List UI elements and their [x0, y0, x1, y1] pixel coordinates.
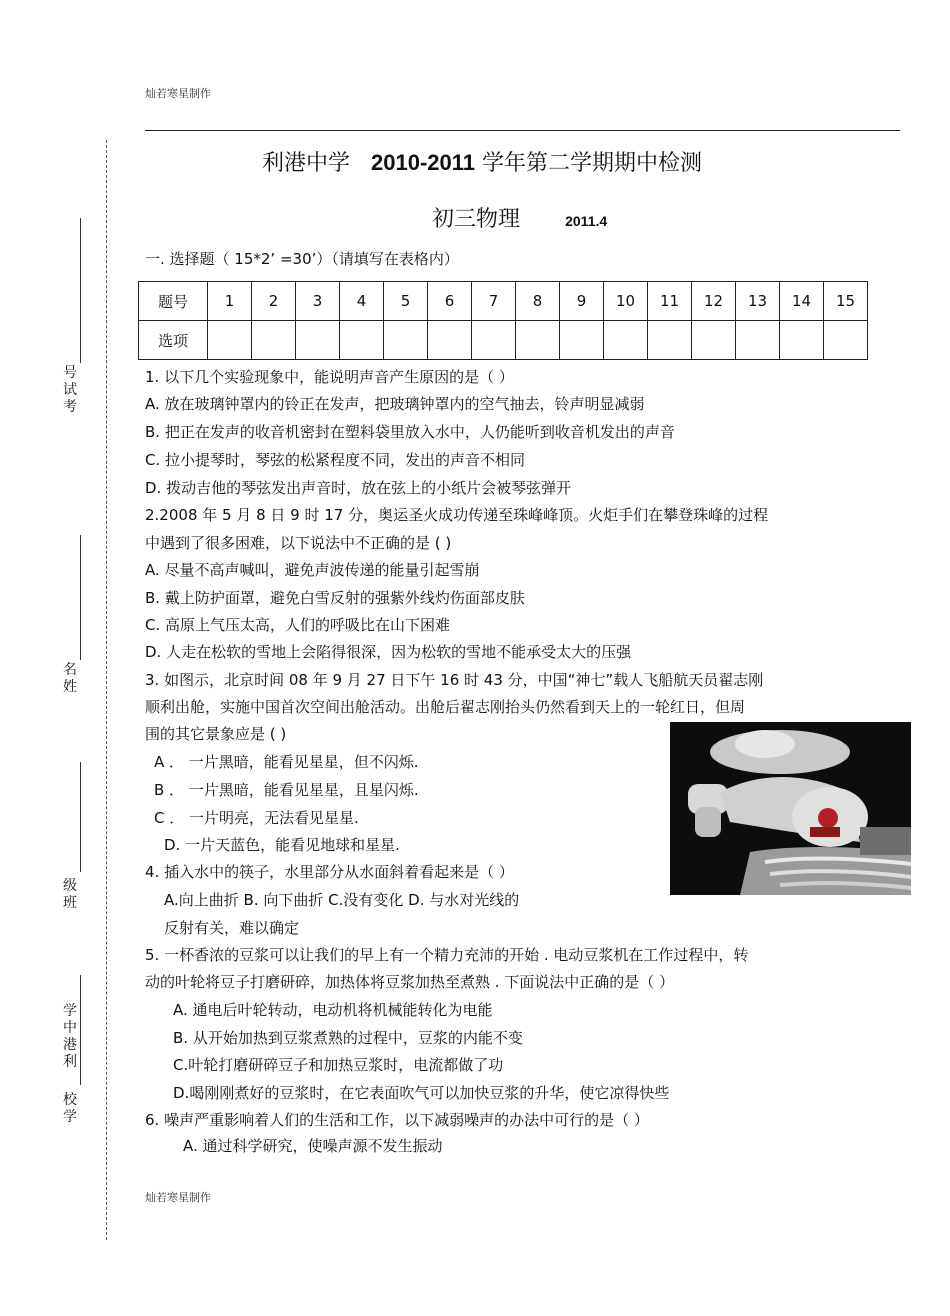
- question-5-option-d: D.喝刚刚煮好的豆浆时，在它表面吹气可以加快豆浆的升华，使它凉得快些: [173, 1084, 670, 1102]
- answer-cell[interactable]: [648, 321, 692, 360]
- number-cell: 15: [824, 282, 868, 321]
- question-3-option-a: A ． 一片黑暗，能看见星星，但不闪烁.: [154, 753, 419, 771]
- section-heading: 一. 选择题（ 15*2’ =30’）（请填写在表格内）: [145, 250, 459, 268]
- question-1-option-d: D. 拨动吉他的琴弦发出声音时，放在弦上的小纸片会被琴弦弹开: [145, 479, 572, 497]
- answer-cell[interactable]: [824, 321, 868, 360]
- subject-title: 初三物理: [432, 207, 521, 232]
- answer-cell[interactable]: [780, 321, 824, 360]
- astronaut-illustration: [670, 722, 911, 895]
- side-label-exam-no: 号 试 考: [63, 365, 77, 415]
- question-1: 1. 以下几个实验现象中，能说明声音产生原因的是（ ）: [145, 368, 514, 386]
- exam-title: [262, 146, 702, 177]
- answer-cell[interactable]: [692, 321, 736, 360]
- number-cell: 7: [472, 282, 516, 321]
- row-label-choice: 选项: [139, 321, 208, 360]
- question-3: 3. 如图示，北京时间 08 年 9 月 27 日下午 16 时 43 分，中国“神七”载人飞船航天员翟志刚: [145, 671, 764, 689]
- question-4: 4. 插入水中的筷子，水里部分从水面斜着看起来是（ ）: [145, 863, 514, 881]
- field-line-name: [80, 535, 81, 660]
- title-years: 2010-2011: [371, 150, 475, 175]
- question-3-cont-2: 围的其它景象应是 ( ): [145, 725, 287, 743]
- astronaut-photo: [670, 722, 911, 895]
- header-rule: [145, 130, 900, 131]
- number-cell: 8: [516, 282, 560, 321]
- number-cell: 10: [604, 282, 648, 321]
- question-3-option-b: B ． 一片黑暗，能看见星星，且星闪烁.: [154, 781, 419, 799]
- question-1-option-b: B. 把正在发声的收音机密封在塑料袋里放入水中，人仍能听到收音机发出的声音: [145, 423, 675, 441]
- question-3-option-c: C ． 一片明亮，无法看见星星.: [154, 809, 359, 827]
- side-label-class: 级 班: [63, 878, 77, 911]
- question-1-option-a: A. 放在玻璃钟罩内的铃正在发声，把玻璃钟罩内的空气抽去，铃声明显减弱: [145, 395, 645, 413]
- number-cell: 14: [780, 282, 824, 321]
- answer-cell[interactable]: [736, 321, 780, 360]
- number-cell: 13: [736, 282, 780, 321]
- question-4-options: A.向上曲折 B. 向下曲折 C.没有变化 D. 与水对光线的: [164, 891, 520, 909]
- number-cell: 3: [296, 282, 340, 321]
- question-2-cont: 中遇到了很多困难，以下说法中不正确的是 ( ): [145, 534, 452, 552]
- answer-cell[interactable]: [604, 321, 648, 360]
- answer-table: [138, 281, 868, 360]
- number-cell: 5: [384, 282, 428, 321]
- question-2-option-d: D. 人走在松软的雪地上会陷得很深，因为松软的雪地不能承受太大的压强: [145, 643, 632, 661]
- question-4-options-cont: 反射有关，难以确定: [164, 919, 300, 937]
- question-2-option-c: C. 高原上气压太高，人们的呼吸比在山下困难: [145, 616, 451, 634]
- question-2: 2.2008 年 5 月 8 日 9 时 17 分，奥运圣火成功传递至珠峰峰顶。火炬手们在攀登珠峰的过程: [145, 506, 769, 524]
- answer-cell[interactable]: [252, 321, 296, 360]
- question-2-option-a: A. 尽量不高声喊叫，避免声波传递的能量引起雪崩: [145, 561, 480, 579]
- side-label-name: 名 姓: [63, 662, 77, 695]
- question-1-option-c: C. 拉小提琴时，琴弦的松紧程度不同，发出的声音不相同: [145, 451, 526, 469]
- number-cell: 1: [208, 282, 252, 321]
- number-cell: 6: [428, 282, 472, 321]
- answer-table-number-row: [139, 282, 868, 321]
- question-5-option-c: C.叶轮打磨研碎豆子和加热豆浆时，电流都做了功: [173, 1056, 504, 1074]
- question-2-option-b: B. 戴上防护面罩，避免白雪反射的强紫外线灼伤面部皮肤: [145, 589, 525, 607]
- side-label-school-name: 学 中 港 利: [63, 1003, 77, 1070]
- answer-cell[interactable]: [340, 321, 384, 360]
- question-3-option-d: D. 一片天蓝色，能看见地球和星星.: [164, 836, 400, 854]
- question-5-option-a: A. 通电后叶轮转动，电动机将机械能转化为电能: [173, 1001, 493, 1019]
- answer-cell[interactable]: [384, 321, 428, 360]
- question-3-cont-1: 顺利出舱，实施中国首次空间出舱活动。出舱后翟志刚抬头仍然看到天上的一轮红日，但周: [145, 698, 746, 716]
- row-label-number: 题号: [139, 282, 208, 321]
- answer-cell[interactable]: [472, 321, 516, 360]
- question-6-option-a: A. 通过科学研究，使噪声源不发生振动: [183, 1137, 443, 1155]
- watermark-top: 灿若寒星制作: [145, 87, 211, 100]
- answer-cell[interactable]: [560, 321, 604, 360]
- question-6: 6. 噪声严重影响着人们的生活和工作，以下减弱噪声的办法中可行的是（ ）: [145, 1111, 649, 1129]
- question-5: 5. 一杯香浓的豆浆可以让我们的早上有一个精力充沛的开始 . 电动豆浆机在工作过程中，转: [145, 946, 749, 964]
- exam-date: 2011.4: [565, 213, 608, 229]
- number-cell: 2: [252, 282, 296, 321]
- field-line-class: [80, 762, 81, 872]
- binding-line: [106, 140, 107, 1240]
- title-school: 利港中学: [262, 151, 351, 176]
- answer-cell[interactable]: [296, 321, 340, 360]
- answer-cell[interactable]: [208, 321, 252, 360]
- number-cell: 9: [560, 282, 604, 321]
- question-5-option-b: B. 从开始加热到豆浆煮熟的过程中，豆浆的内能不变: [173, 1029, 523, 1047]
- number-cell: 12: [692, 282, 736, 321]
- field-line-exam-no: [80, 218, 81, 363]
- title-rest: 学年第二学期期中检测: [482, 151, 703, 176]
- number-cell: 11: [648, 282, 692, 321]
- side-label-school: 校 学: [63, 1092, 77, 1125]
- question-5-cont: 动的叶轮将豆子打磨研碎，加热体将豆浆加热至煮熟 . 下面说法中正确的是（ ）: [145, 973, 675, 991]
- answer-table-choice-row: [139, 321, 868, 360]
- watermark-bottom: 灿若寒星制作: [145, 1191, 211, 1204]
- field-line-school: [80, 975, 81, 1085]
- answer-cell[interactable]: [516, 321, 560, 360]
- subtitle: [432, 202, 607, 233]
- number-cell: 4: [340, 282, 384, 321]
- answer-cell[interactable]: [428, 321, 472, 360]
